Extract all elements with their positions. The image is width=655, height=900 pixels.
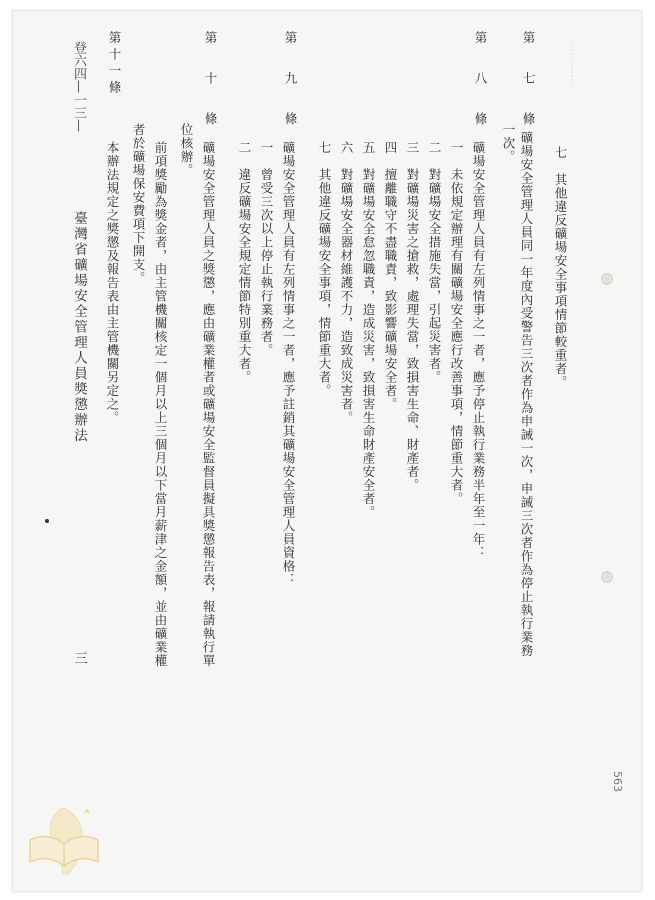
page-code: 登六四—一三—: [71, 41, 86, 132]
art7-continuation: 一次。: [501, 123, 516, 164]
art9-item-1: 一 曾受三次以上停止執行業務者。: [259, 141, 274, 357]
art8-item-5: 五 對礦場安全怠忽職責，造成災害，致損害生命財產安全者。: [361, 141, 376, 519]
art8-item-2: 二 對礦場安全措施失當，引起災害者。: [427, 141, 442, 384]
art9-item-2: 二 違反礦場安全規定情節特別重大者。: [237, 141, 252, 384]
art10-line-1: 礦場安全管理人員之獎懲，應由礦業權者或礦場安全監督員擬具獎懲報告表，報請執行單: [201, 141, 216, 668]
art9-line-1: 礦場安全管理人員有左列情事之一者，應予註銷其礦場安全管理人員資格：: [281, 141, 296, 587]
punch-hole-top: [601, 273, 613, 285]
ink-mark: [45, 519, 49, 523]
art8-item-1: 一 未依規定辦理有關礦場安全應行改善事項，情節重大者。: [449, 141, 464, 506]
art11-line-1: 前項獎勵為獎金者，由主管機關核定一個月以上三個月以下當月薪津之金額，並由礦業權: [153, 141, 168, 668]
page-number: 三: [71, 651, 87, 667]
art11-line-3: 本辦法規定之獎懲及報告表由主管機關另定之。: [105, 141, 120, 425]
art8-item-7: 七 其他違反礦場安全事項，情節重大者。: [317, 141, 332, 398]
punch-hole-bottom: [601, 571, 613, 583]
document-title: 臺灣省礦場安全管理人員獎懲辦法: [71, 211, 87, 444]
side-page-number: 563: [611, 771, 624, 792]
art10-label: 第 十 條: [203, 31, 218, 137]
art11-label: 第十一條: [107, 31, 122, 97]
art8-line-1: 礦場安全管理人員同一年度內受警告三次者作為申誡一次，申誡三次者作為停止執行業務: [519, 131, 534, 658]
library-logo-icon: [22, 800, 112, 880]
art7-label: 第 七 條: [521, 31, 536, 137]
art8-item-6: 六 對礦場安全器材維護不力，造致成災害者。: [339, 141, 354, 425]
art8-item-4: 四 擅離職守不盡職責，致影響礦場安全者。: [383, 141, 398, 411]
art11-line-2: 者於礦場保安費項下開支。: [131, 123, 146, 285]
art8-line-2: 礦場安全管理人員有左列情事之一者，應予停止執行業務半年至一年：: [471, 141, 486, 560]
bleed-through-text: ‥‥‥‥‥‥: [568, 41, 581, 86]
art9-label: 第 九 條: [283, 31, 298, 137]
art7-item7: 七 其他違反礦場安全事項情節較重者。: [553, 146, 568, 389]
art8-label: 第 八 條: [473, 31, 488, 137]
art10-line-2: 位核辦。: [179, 123, 194, 177]
art8-item-3: 三 對礦場災害之搶救，處理失當，致損害生命、財產者。: [405, 141, 420, 492]
document-page: [12, 10, 642, 892]
